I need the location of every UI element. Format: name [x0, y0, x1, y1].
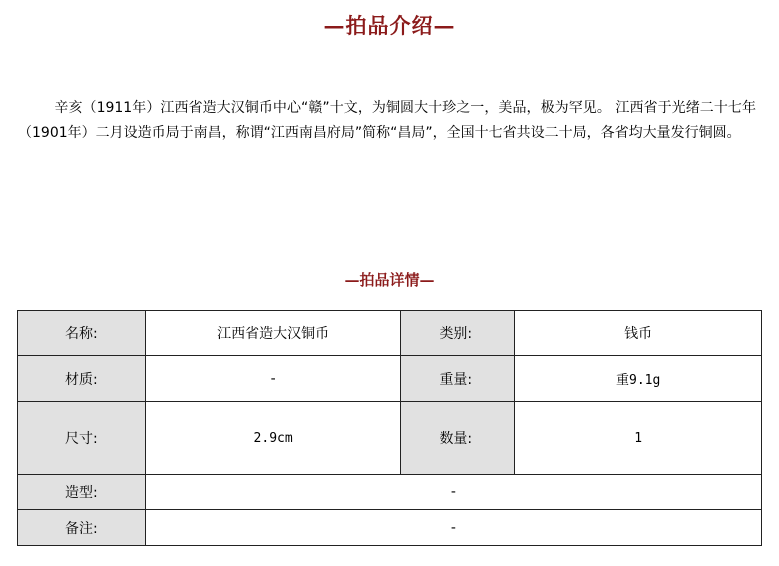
name-value: 江西省造大汉铜币 — [145, 311, 401, 356]
note-value: - — [145, 510, 761, 546]
note-label: 备注: — [18, 510, 146, 546]
quantity-label: 数量: — [401, 402, 515, 475]
quantity-value: 1 — [515, 402, 762, 475]
table-row — [18, 475, 762, 510]
shape-label: 造型: — [18, 475, 146, 510]
size-label: 尺寸: — [18, 402, 146, 475]
weight-value: 重9.1g — [515, 356, 762, 402]
category-value: 钱币 — [515, 311, 762, 356]
size-value: 2.9cm — [145, 402, 401, 475]
weight-label: 重量: — [401, 356, 515, 402]
category-label: 类别: — [401, 311, 515, 356]
material-label: 材质: — [18, 356, 146, 402]
table-row — [18, 402, 762, 475]
material-value: - — [145, 356, 401, 402]
intro-description: 辛亥（1911年）江西省造大汉铜币中心“赣”十文，为铜圆大十珍之一，美品，极为罕见。 江西省于光绪二十七年（1901年）二月设造币局于南昌，称谓“江西南昌府局”简称“昌局”，全国十七省共设二十局，各省均大量发行铜圆。 — [18, 100, 756, 141]
name-label: 名称: — [18, 311, 146, 356]
table-row — [18, 356, 762, 402]
table-row — [18, 510, 762, 546]
intro-section-title: —拍品介绍— — [323, 13, 456, 38]
details-section-title: —拍品详情— — [344, 271, 435, 289]
details-table — [17, 310, 762, 546]
shape-value: - — [145, 475, 761, 510]
table-row — [18, 311, 762, 356]
